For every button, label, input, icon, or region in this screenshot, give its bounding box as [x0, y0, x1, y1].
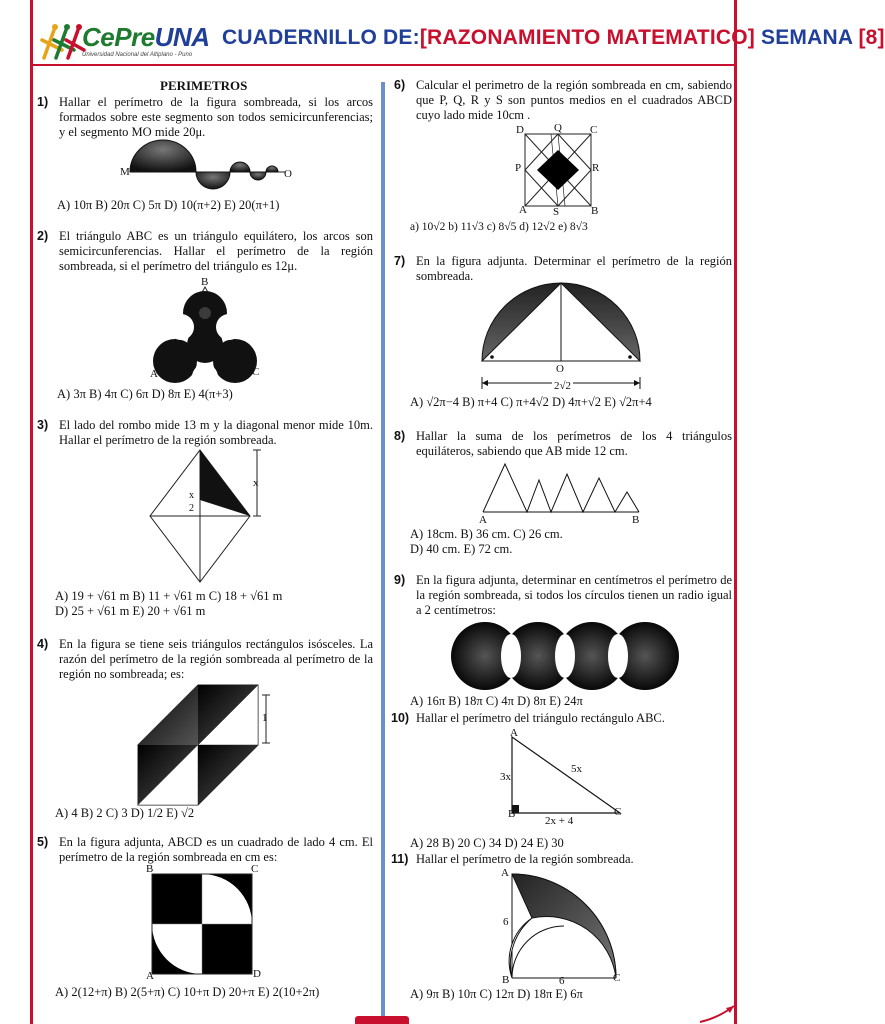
- label-R: R: [592, 162, 600, 174]
- label-O: O: [556, 363, 564, 375]
- label-6-horizontal: 6: [559, 975, 565, 987]
- problem-10-figure: [512, 737, 624, 817]
- problem-number: 8): [394, 429, 406, 443]
- problem-3-answers-row1: A) 19 + √61 m B) 11 + √61 m C) 18 + √61 m: [55, 589, 283, 603]
- label-O: O: [284, 168, 292, 180]
- section-title: PERIMETROS: [160, 78, 248, 93]
- logo-text-una: UNA: [154, 22, 210, 52]
- problem-4-figure: [138, 685, 278, 805]
- problem-2-answers: A) 3π B) 4π C) 6π D) 8π E) 4(π+3): [57, 387, 233, 401]
- problem-number: 11): [391, 852, 409, 866]
- label-3x: 3x: [500, 771, 511, 783]
- problem-6-figure: [525, 134, 591, 206]
- problem-statement: Hallar el perímetro del triángulo rectángulo ABC.: [416, 711, 665, 725]
- label-2x-plus-4: 2x + 4: [545, 815, 574, 827]
- problem-number: 1): [37, 95, 49, 109]
- problem-statement: En la figura adjunta, determinar en centímetros el perímetro de la región sombreada, si todos los círculos tienen un radio igual a 2 centímetros:: [416, 573, 732, 617]
- problem-4-text: [37, 637, 373, 682]
- problem-2-figure: [145, 283, 265, 383]
- logo-text-cepre: CePre: [82, 22, 155, 52]
- problem-4-answers: A) 4 B) 2 C) 3 D) 1/2 E) √2: [55, 806, 195, 820]
- problem-statement: En la figura adjunta. Determinar el perímetro de la región sombreada.: [416, 254, 732, 283]
- label-C: C: [614, 806, 622, 818]
- problem-number: 3): [37, 418, 49, 432]
- label-C: C: [252, 366, 260, 378]
- label-M: M: [120, 166, 130, 178]
- header-rule: [33, 64, 734, 66]
- title-part-3: SEMANA: [761, 26, 853, 49]
- problem-statement: El lado del rombo mide 13 m y la diagonal menor mide 10m. Hallar el perímetro de la región sombreada.: [59, 418, 373, 447]
- label-B: B: [146, 863, 154, 875]
- label-B: B: [508, 808, 516, 820]
- title-part-2: [RAZONAMIENTO MATEMATICO]: [419, 26, 755, 49]
- page-title: [222, 26, 885, 50]
- logo-figures-icon: [40, 22, 86, 62]
- problem-5-text: [37, 835, 373, 865]
- problem-8-text: [394, 429, 732, 459]
- label-C: C: [251, 863, 259, 875]
- label-A: A: [501, 867, 509, 879]
- problem-statement: En la figura adjunta, ABCD es un cuadrado de lado 4 cm. El perímetro de la región sombreada en cm es:: [59, 835, 373, 864]
- label-D: D: [516, 124, 524, 136]
- label-P: P: [515, 162, 522, 174]
- problem-5-answers: A) 2(12+π) B) 2(5+π) C) 10+π D) 20+π E) 2(10+2π): [55, 985, 320, 999]
- label-B: B: [201, 276, 209, 288]
- label-S: S: [553, 206, 560, 218]
- label-6-vertical: 6: [503, 916, 509, 928]
- problem-9-text: [394, 573, 732, 618]
- problem-1-answers: A) 10π B) 20π C) 5π D) 10(π+2) E) 20(π+1): [57, 198, 280, 212]
- problem-10-answers: A) 28 B) 20 C) 34 D) 24 E) 30: [410, 836, 564, 850]
- problem-8-figure: [483, 464, 639, 514]
- problem-8-answers-row2: D) 40 cm. E) 72 cm.: [410, 542, 513, 556]
- problem-8-answers-row1: A) 18cm. B) 36 cm. C) 26 cm.: [410, 527, 563, 541]
- problem-statement: Hallar el perímetro de la figura sombreada, si los arcos formados sobre este segmento son todos semicircunferencias; y el segmento MO mide 20μ.: [59, 95, 373, 139]
- problem-1-text: [37, 95, 373, 140]
- problem-number: 4): [37, 637, 49, 651]
- problem-6-text: [394, 78, 732, 123]
- problem-9-figure: [449, 620, 681, 692]
- problem-3-text: [37, 418, 373, 448]
- problem-3-figure: [145, 450, 275, 590]
- label-A: A: [519, 204, 527, 216]
- problem-5-figure: [152, 874, 252, 974]
- label-B: B: [591, 205, 599, 217]
- problem-11-figure: [512, 874, 622, 980]
- label-A: A: [479, 514, 487, 526]
- problem-number: 7): [394, 254, 406, 268]
- page-tab: [355, 1016, 409, 1024]
- label-Q: Q: [554, 122, 562, 134]
- problem-number: 10): [391, 711, 410, 725]
- label-x: x: [253, 477, 259, 489]
- problem-1-figure: [130, 140, 290, 190]
- label-2sqrt2: 2√2: [554, 380, 572, 392]
- problem-statement: En la figura se tiene seis triángulos rectángulos isósceles. La razón del perímetro de la región sombreada al perímetro de la región no sombreada; es:: [59, 637, 373, 681]
- problem-statement: El triángulo ABC es un triángulo equilátero, los arcos son semicircunferencias. Hallar el perímetro de la región sombreada, si el perímetro del triángulo es 12μ.: [59, 229, 373, 273]
- label-A: A: [146, 970, 154, 982]
- label-A: A: [150, 368, 158, 380]
- problem-7-text: [394, 254, 732, 284]
- problem-7-answers: A) √2π−4 B) π+4 C) π+4√2 D) 4π+√2 E) √2π+4: [410, 395, 652, 409]
- page-border-left: [30, 0, 33, 1024]
- page-border-right: [734, 0, 737, 1024]
- logo-subtitle: Universidad Nacional del Altiplano - Puno: [82, 52, 193, 58]
- arrow-decoration-icon: [700, 1004, 736, 1024]
- problem-7-figure: [478, 283, 644, 393]
- label-A: A: [510, 727, 518, 739]
- problem-number: 5): [37, 835, 49, 849]
- problem-6-answers: a) 10√2 b) 11√3 c) 8√5 d) 12√2 e) 8√3: [410, 221, 588, 233]
- label-B: B: [632, 514, 640, 526]
- problem-statement: Calcular el perimetro de la región sombreada en cm, sabiendo que P, Q, R y S son puntos medios en el cuadrados ABCD cuyo lado mide 10cm .: [416, 78, 732, 122]
- label-C: C: [590, 124, 598, 136]
- label-B: B: [502, 974, 510, 986]
- problem-number: 2): [37, 229, 49, 243]
- title-part-1: CUADERNILLO DE:: [222, 26, 420, 49]
- problem-11-answers: A) 9π B) 10π C) 12π D) 18π E) 6π: [410, 987, 583, 1001]
- problem-3-answers-row2: D) 25 + √61 m E) 20 + √61 m: [55, 604, 206, 618]
- problem-number: 6): [394, 78, 406, 92]
- problem-2-text: [37, 229, 373, 274]
- logo: [82, 22, 210, 53]
- label-C: C: [613, 972, 621, 984]
- label-x-fraction: x: [189, 490, 194, 501]
- problem-statement: Hallar el perímetro de la región sombreada.: [416, 852, 634, 866]
- title-part-4: [8]: [858, 26, 885, 49]
- label-2-fraction: 2: [189, 503, 194, 514]
- problem-11-text: [391, 852, 732, 867]
- label-1: 1: [262, 712, 268, 724]
- label-5x: 5x: [571, 763, 582, 775]
- column-divider: [381, 82, 385, 1024]
- problem-number: 9): [394, 573, 406, 587]
- label-D: D: [253, 968, 261, 980]
- problem-10-text: [391, 711, 732, 726]
- problem-statement: Hallar la suma de los perímetros de los 4 triángulos equiláteros, sabiendo que AB mide 12 cm.: [416, 429, 732, 458]
- problem-9-answers: A) 16π B) 18π C) 4π D) 8π E) 24π: [410, 694, 583, 708]
